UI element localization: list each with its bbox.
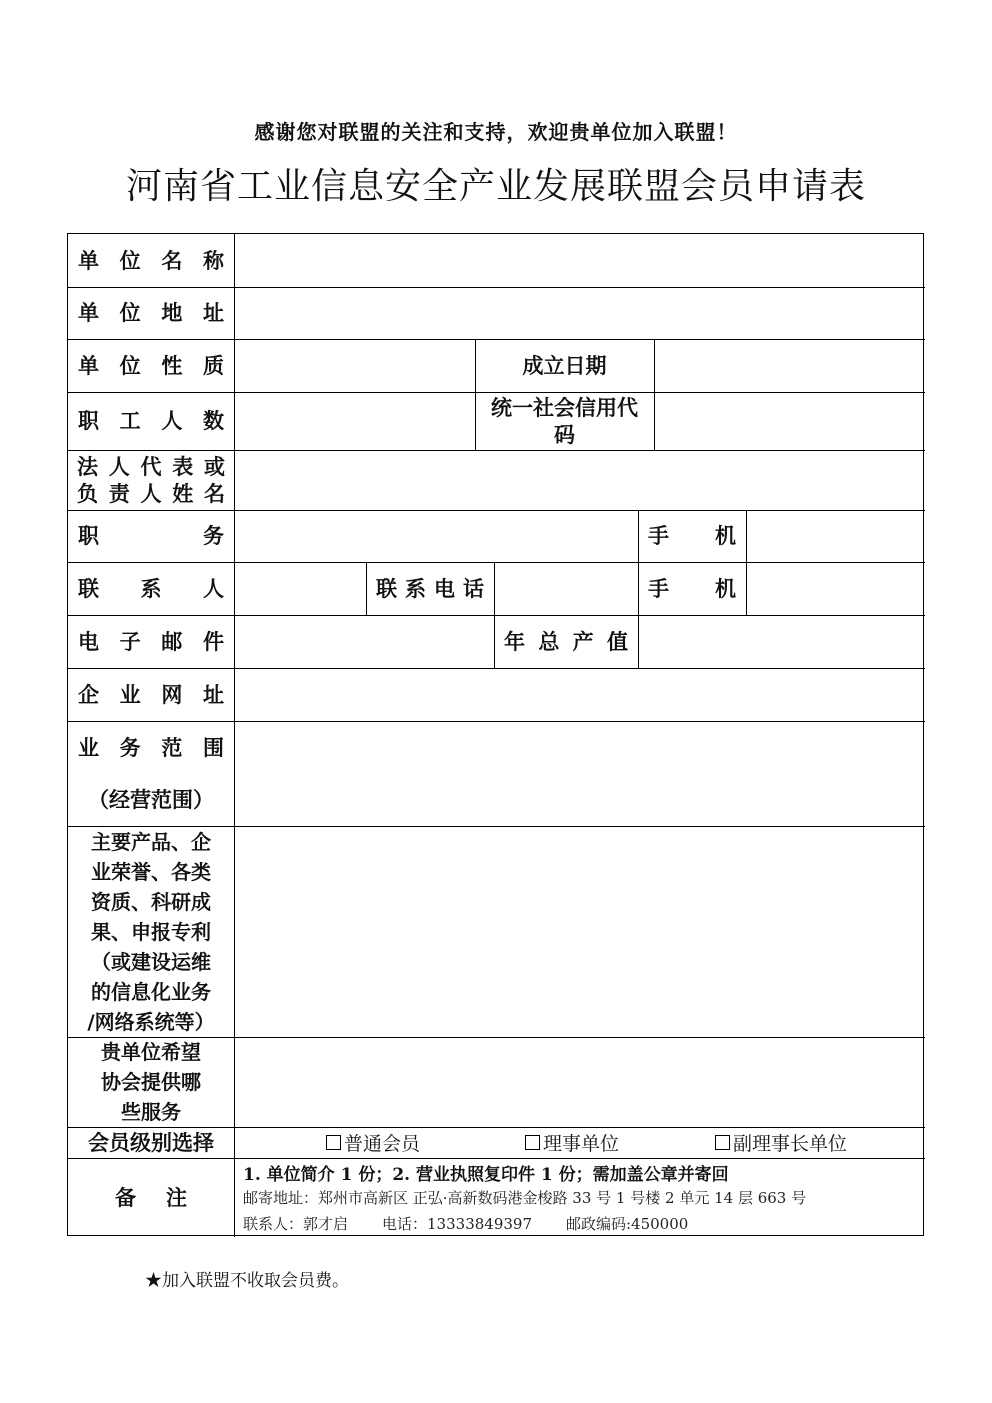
- checkbox-icon[interactable]: [525, 1135, 540, 1150]
- website-field[interactable]: [235, 669, 924, 721]
- mobile-2-field[interactable]: [747, 563, 924, 615]
- page-title: 河南省工业信息安全产业发展联盟会员申请表: [125, 166, 866, 207]
- label-line: 的信息化业务: [91, 979, 211, 1004]
- label-business-scope-note: （经营范围）: [88, 787, 214, 813]
- unit-address-field[interactable]: [235, 288, 924, 339]
- email-field[interactable]: [235, 616, 494, 668]
- label-unit-name: 单 位 名 称: [78, 247, 224, 273]
- footnote: ★加入联盟不收取会员费。: [145, 1271, 349, 1291]
- credit-code-field[interactable]: [655, 393, 924, 450]
- remarks-contact: 联系人：郭才启: [243, 1215, 349, 1233]
- label-contact-person: 联 系 人: [78, 575, 224, 601]
- checkbox-icon[interactable]: [715, 1135, 730, 1150]
- label-line: 资质、科研成: [91, 889, 211, 914]
- label-line: 贵单位希望: [101, 1040, 201, 1064]
- annual-output-field[interactable]: [639, 616, 924, 668]
- label-founding-date: 成立日期: [522, 352, 607, 378]
- remarks-postcode: 邮政编码:450000: [566, 1215, 689, 1233]
- business-scope-field[interactable]: [235, 722, 924, 826]
- level-option-regular[interactable]: 普通会员: [326, 1129, 420, 1156]
- label-legal-representative: [68, 450, 234, 510]
- label-position: 职 务: [78, 523, 224, 549]
- label-employees: 职 工 人 数: [78, 408, 224, 434]
- remarks-requirements: 1. 单位简介 1 份；2. 营业执照复印件 1 份；需加盖公章并寄回: [243, 1165, 729, 1185]
- position-field[interactable]: [235, 511, 638, 562]
- label-email: 电 子 邮 件: [78, 628, 224, 654]
- label-products-honors: [68, 826, 234, 1037]
- label-unit-address: 单 位 地 址: [78, 300, 224, 326]
- products-honors-field[interactable]: [235, 827, 924, 1037]
- level-option-director[interactable]: 理事单位: [525, 1129, 619, 1156]
- label-mobile-2: 手 机: [648, 575, 736, 601]
- application-form: [67, 233, 924, 1236]
- label-membership-level: 会员级别选择: [88, 1129, 214, 1155]
- unit-nature-field[interactable]: [235, 340, 475, 392]
- label-line: 些服务: [121, 1100, 181, 1124]
- founding-date-field[interactable]: [655, 340, 924, 392]
- label-website: 企 业 网 址: [78, 681, 224, 707]
- checkbox-icon[interactable]: [326, 1135, 341, 1150]
- remarks-contact-info: [243, 1213, 722, 1234]
- desired-services-field[interactable]: [235, 1038, 924, 1127]
- label-line: 果、申报专利: [91, 919, 211, 944]
- label-line: /网络系统等）: [87, 1009, 215, 1034]
- label-business-scope: 业 务 范 围: [78, 734, 224, 760]
- label-desired-services: [68, 1037, 234, 1127]
- label-line: 主要产品、企: [91, 829, 211, 854]
- greeting-text: 感谢您对联盟的关注和支持，欢迎贵单位加入联盟！: [254, 120, 738, 144]
- label-contact-phone: 联 系 电 话: [376, 575, 484, 601]
- label-line: （或建设运维: [91, 949, 211, 974]
- unit-name-field[interactable]: [235, 235, 924, 287]
- label-remarks: 备注: [115, 1184, 217, 1210]
- mobile-1-field[interactable]: [747, 511, 924, 562]
- label-line: 法 人 代 表 或: [77, 453, 225, 479]
- label-line: 业荣誉、各类: [91, 859, 211, 884]
- label-annual-output: 年 总 产 值: [504, 628, 628, 654]
- level-option-vice-chairman[interactable]: 副理事长单位: [715, 1129, 847, 1156]
- label-unit-nature: 单 位 性 质: [78, 352, 224, 378]
- contact-person-field[interactable]: [235, 563, 366, 615]
- remarks-address: 邮寄地址：郑州市高新区 正弘·高新数码港金梭路 33 号 1 号楼 2 单元 14 层 663 号: [243, 1189, 807, 1207]
- remarks-phone: 电话：13333849397: [382, 1215, 532, 1233]
- employees-field[interactable]: [235, 393, 475, 450]
- legal-representative-field[interactable]: [235, 451, 924, 510]
- contact-phone-field[interactable]: [495, 563, 638, 615]
- label-mobile-1: 手 机: [648, 523, 736, 549]
- label-credit-code: 统一社会信用代码: [491, 394, 638, 447]
- label-line: 协会提供哪: [101, 1070, 201, 1094]
- label-line: 负 责 人 姓 名: [77, 481, 225, 506]
